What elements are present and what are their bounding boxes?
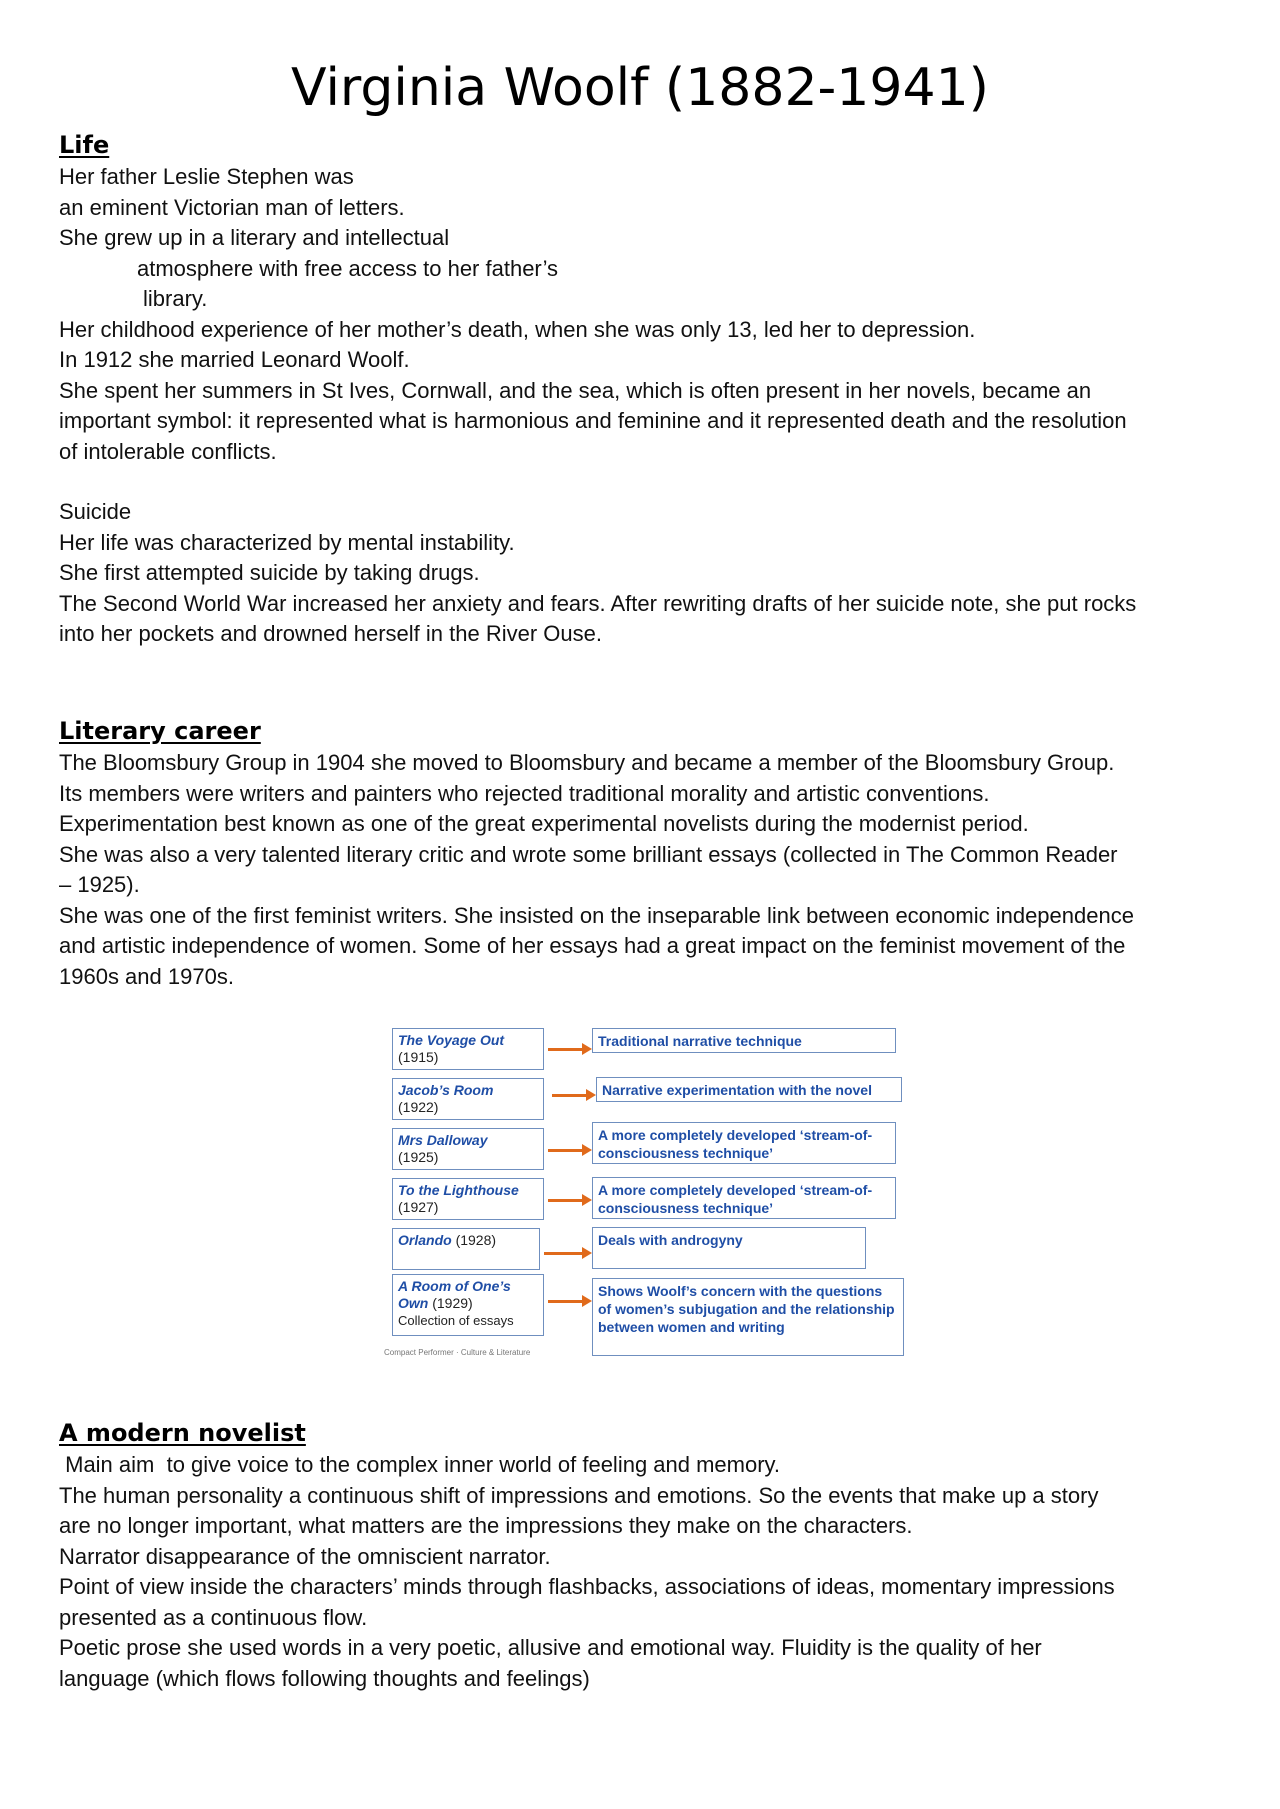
work-box bbox=[392, 1178, 544, 1220]
career-line: She was one of the first feminist writers. She insisted on the inseparable link between economic independence bbox=[59, 902, 1134, 928]
arrow-icon bbox=[544, 1247, 592, 1259]
novelist-line: language (which flows following thoughts and feelings) bbox=[59, 1665, 590, 1691]
life-line: of intolerable conflicts. bbox=[59, 438, 277, 464]
life-section bbox=[59, 162, 1239, 467]
life-line: important symbol: it represented what is harmonious and feminine and it represented death and the resolution bbox=[59, 408, 1127, 433]
suicide-subheading: Suicide bbox=[59, 499, 132, 524]
modern-novelist-heading: A modern novelist bbox=[59, 1419, 306, 1447]
life-line: She grew up in a literary and intellectual bbox=[59, 225, 450, 250]
work-note: Collection of essays bbox=[398, 1313, 514, 1328]
novelist-line: Poetic prose she used words in a very poetic, allusive and emotional way. Fluidity is the quality of her bbox=[59, 1635, 1042, 1660]
novelist-line: Main aim to give voice to the complex inner world of feeling and memory. bbox=[59, 1452, 781, 1477]
literary-career-section bbox=[59, 748, 1239, 992]
technique-box bbox=[592, 1278, 904, 1356]
work-year: (1915) bbox=[398, 1049, 439, 1065]
life-line: atmosphere with free access to her father’s bbox=[137, 255, 559, 281]
career-line: She was also a very talented literary critic and wrote some brilliant essays (collected in The Common Reader bbox=[59, 841, 1118, 867]
career-line: 1960s and 1970s. bbox=[59, 963, 234, 989]
arrow-icon bbox=[552, 1089, 596, 1101]
work-title: Jacob’s Room bbox=[398, 1082, 494, 1098]
suicide-line: Her life was characterized by mental instability. bbox=[59, 529, 515, 555]
technique-text: A more completely developed ‘stream-of-consciousness technique’ bbox=[598, 1127, 873, 1161]
technique-text: Traditional narrative technique bbox=[598, 1033, 802, 1049]
novelist-line: presented as a continuous flow. bbox=[59, 1604, 368, 1630]
career-line: and artistic independence of women. Some of her essays had a great impact on the feminist movement of the bbox=[59, 933, 1126, 958]
work-year: (1925) bbox=[398, 1149, 439, 1165]
novelist-line: The human personality a continuous shift of impressions and emotions. So the events that make up a story bbox=[59, 1482, 1099, 1508]
suicide-line: She first attempted suicide by taking drugs. bbox=[59, 560, 480, 585]
work-title: A Room of One’s Own bbox=[398, 1278, 511, 1311]
arrow-icon bbox=[548, 1043, 592, 1055]
figure-credit: Compact Performer · Culture & Literature bbox=[384, 1348, 531, 1357]
career-line: Its members were writers and painters who rejected traditional morality and artistic conventions. bbox=[59, 780, 990, 806]
arrow-icon bbox=[548, 1194, 592, 1206]
work-year: (1922) bbox=[398, 1099, 439, 1115]
novelist-line: Point of view inside the characters’ minds through flashbacks, associations of ideas, momentary impressions bbox=[59, 1574, 1115, 1599]
career-line: – 1925). bbox=[59, 872, 140, 897]
work-box bbox=[392, 1274, 544, 1336]
life-heading: Life bbox=[59, 131, 110, 159]
career-line: The Bloomsbury Group in 1904 she moved to Bloomsbury and became a member of the Bloomsbury Group. bbox=[59, 750, 1115, 775]
work-title: To the Lighthouse bbox=[398, 1182, 519, 1198]
works-figure bbox=[380, 1022, 920, 1362]
life-line: library. bbox=[143, 286, 208, 311]
work-year: (1929) bbox=[432, 1295, 473, 1311]
technique-box bbox=[596, 1077, 902, 1102]
suicide-section bbox=[59, 497, 1239, 650]
work-box bbox=[392, 1128, 544, 1170]
modern-novelist-section bbox=[59, 1450, 1239, 1694]
life-line: an eminent Victorian man of letters. bbox=[59, 194, 405, 220]
suicide-line: The Second World War increased her anxiety and fears. After rewriting drafts of her suicide note, she put rocks bbox=[59, 590, 1137, 616]
work-title: The Voyage Out bbox=[398, 1032, 505, 1048]
work-title: Orlando bbox=[398, 1232, 452, 1248]
technique-text: Deals with androgyny bbox=[598, 1232, 743, 1248]
work-box bbox=[392, 1078, 544, 1120]
life-line: Her father Leslie Stephen was bbox=[59, 164, 354, 189]
arrow-icon bbox=[548, 1295, 592, 1307]
technique-text: Shows Woolf’s concern with the questions of women’s subjugation and the relationship between women and writing bbox=[598, 1283, 895, 1335]
career-line: Experimentation best known as one of the great experimental novelists during the modernist period. bbox=[59, 811, 1029, 836]
technique-text: Narrative experimentation with the novel bbox=[602, 1082, 872, 1098]
technique-box bbox=[592, 1122, 896, 1164]
work-year: (1928) bbox=[455, 1232, 497, 1248]
work-box bbox=[392, 1228, 540, 1270]
technique-box bbox=[592, 1028, 896, 1053]
life-line: She spent her summers in St Ives, Cornwall, and the sea, which is often present in her novels, became an bbox=[59, 377, 1092, 403]
literary-career-heading: Literary career bbox=[59, 717, 261, 745]
novelist-line: Narrator disappearance of the omniscient narrator. bbox=[59, 1543, 551, 1569]
technique-text: A more completely developed ‘stream-of-consciousness technique’ bbox=[598, 1182, 873, 1216]
work-box bbox=[392, 1028, 544, 1070]
arrow-icon bbox=[548, 1144, 592, 1156]
suicide-line: into her pockets and drowned herself in the River Ouse. bbox=[59, 621, 602, 646]
work-title: Mrs Dalloway bbox=[398, 1132, 488, 1148]
work-year: (1927) bbox=[398, 1199, 439, 1215]
life-line: In 1912 she married Leonard Woolf. bbox=[59, 347, 410, 372]
life-line: Her childhood experience of her mother’s death, when she was only 13, led her to depression. bbox=[59, 316, 976, 342]
novelist-line: are no longer important, what matters are the impressions they make on the characters. bbox=[59, 1513, 913, 1538]
page-title: Virginia Woolf (1882-1941) bbox=[291, 58, 989, 118]
technique-box bbox=[592, 1177, 896, 1219]
technique-box bbox=[592, 1227, 866, 1269]
